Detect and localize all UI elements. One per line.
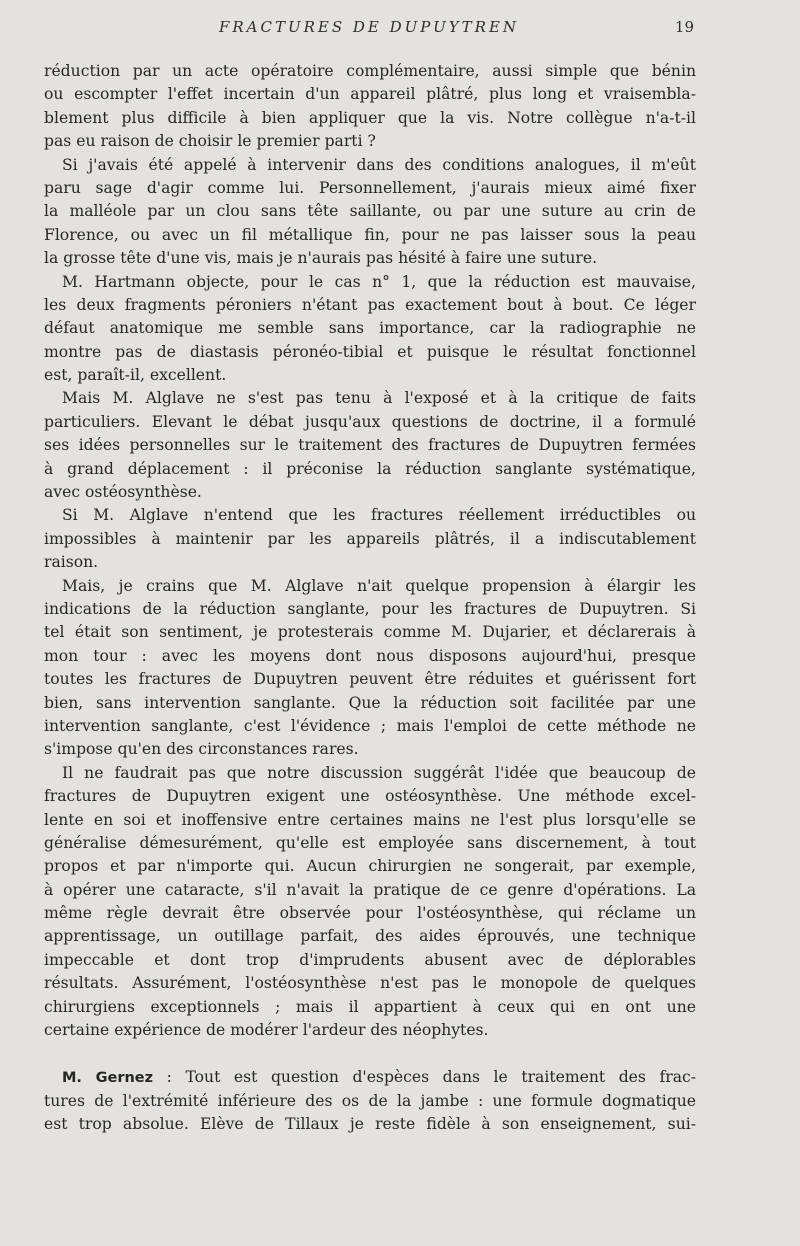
text-line: impossibles à maintenir par les appareils plâtrés, il a indiscutablement <box>44 529 696 548</box>
text-line: à opérer une cataracte, s'il n'avait la pratique de ce genre d'opérations. La <box>44 880 696 899</box>
text-line: avec ostéosynthèse. <box>44 483 202 502</box>
body-text <box>44 60 696 1137</box>
text-line: M. Hartmann objecte, pour le cas n° 1, que la réduction est mauvaise, <box>62 272 696 291</box>
text-line: blement plus difficile à bien appliquer que la vis. Notre collègue n'a-t-il <box>44 108 696 127</box>
text-line: les deux fragments péroniers n'étant pas exactement bout à bout. Ce léger <box>44 295 696 314</box>
paragraph <box>44 504 696 574</box>
text-line: propos et par n'importe qui. Aucun chirurgien ne songerait, par exemple, <box>44 857 696 876</box>
text-line: à grand déplacement : il préconise la réduction sanglante systématique, <box>44 459 696 478</box>
paragraph <box>44 271 696 388</box>
text-line: est, paraît-il, excellent. <box>44 366 227 385</box>
text-line: apprentissage, un outillage parfait, des aides éprouvés, une technique <box>44 927 696 946</box>
text-line: particuliers. Elevant le débat jusqu'aux questions de doctrine, il a formulé <box>44 412 696 431</box>
text-line: la malléole par un clou sans tête saillante, ou par une suture au crin de <box>44 202 696 221</box>
paragraph <box>44 387 696 504</box>
text-line: impeccable et dont trop d'imprudents abusent avec de déplorables <box>44 950 696 969</box>
paragraph <box>44 575 696 762</box>
paragraph <box>44 762 696 1043</box>
text-line: même règle devrait être observée pour l'ostéosynthèse, qui réclame un <box>44 904 696 923</box>
paragraph <box>44 154 696 271</box>
paragraph <box>44 60 696 154</box>
text-line: s'impose qu'en des circonstances rares. <box>44 740 359 759</box>
page-number: 19 <box>674 18 694 36</box>
running-title: FRACTURES DE DUPUYTREN <box>218 18 520 36</box>
text-line: toutes les fractures de Dupuytren peuvent être réduites et guérissent fort <box>44 670 696 689</box>
text-line: résultats. Assurément, l'ostéosynthèse n'est pas le monopole de quelques <box>44 974 696 993</box>
text-line: indications de la réduction sanglante, pour les fractures de Dupuytren. Si <box>44 599 696 618</box>
text-line: Il ne faudrait pas que notre discussion suggérât l'idée que beaucoup de <box>62 763 696 782</box>
text-line: ou escompter l'effet incertain d'un appareil plâtré, plus long et vraisembla- <box>44 85 696 104</box>
text-line: certaine expérience de modérer l'ardeur des néophytes. <box>44 1021 489 1040</box>
text-line: montre pas de diastasis péronéo-tibial et puisque le résultat fonctionnel <box>44 342 696 361</box>
text-line <box>44 1066 696 1089</box>
text-line: est trop absolue. Elève de Tillaux je reste fidèle à son enseignement, sui- <box>44 1115 696 1134</box>
text-line: tures de l'extrémité inférieure des os de la jambe : une formule dogmatique <box>44 1091 696 1110</box>
text-line: réduction par un acte opératoire complémentaire, aussi simple que bénin <box>44 62 696 80</box>
text-line: défaut anatomique me semble sans importance, car la radiographie ne <box>44 319 696 338</box>
text-line: raison. <box>44 553 99 572</box>
text-line: mon tour : avec les moyens dont nous disposons aujourd'hui, presque <box>44 646 696 665</box>
text-line: fractures de Dupuytren exigent une ostéosynthèse. Une méthode excel- <box>44 787 696 806</box>
page-header <box>44 18 694 44</box>
text-line: intervention sanglante, c'est l'évidence ; mais l'emploi de cette méthode ne <box>44 716 696 735</box>
speaker-name: M. Gernez <box>62 1070 154 1087</box>
speaker-text: : Tout est question d'espèces dans le traitement des frac- <box>153 1068 696 1087</box>
section-gap <box>44 1042 696 1066</box>
text-line: lente en soi et inoffensive entre certaines mains ne l'est plus lorsqu'elle se <box>44 810 696 829</box>
text-line: ses idées personnelles sur le traitement des fractures de Dupuytren fermées <box>44 436 696 455</box>
text-line: Si j'avais été appelé à intervenir dans des conditions analogues, il m'eût <box>62 155 696 174</box>
text-line: Mais M. Alglave ne s'est pas tenu à l'exposé et à la critique de faits <box>62 389 696 408</box>
text-line: pas eu raison de choisir le premier parti ? <box>44 132 376 151</box>
text-line: Florence, ou avec un fil métallique fin, pour ne pas laisser sous la peau <box>44 225 696 244</box>
text-line: généralise démesurément, qu'elle est employée sans discernement, à tout <box>44 833 696 852</box>
text-line: Mais, je crains que M. Alglave n'ait quelque propension à élargir les <box>62 576 696 595</box>
text-line: tel était son sentiment, je protesterais comme M. Dujarier, et déclarerais à <box>44 623 696 642</box>
text-line: la grosse tête d'une vis, mais je n'aurais pas hésité à faire une suture. <box>44 249 598 268</box>
paragraph-gernez <box>44 1066 696 1136</box>
text-line: Si M. Alglave n'entend que les fractures réellement irréductibles ou <box>62 506 696 525</box>
text-line: bien, sans intervention sanglante. Que la réduction soit facilitée par une <box>44 693 696 712</box>
text-line: chirurgiens exceptionnels ; mais il appartient à ceux qui en ont une <box>44 997 696 1016</box>
text-line: paru sage d'agir comme lui. Personnellement, j'aurais mieux aimé fixer <box>44 178 696 197</box>
